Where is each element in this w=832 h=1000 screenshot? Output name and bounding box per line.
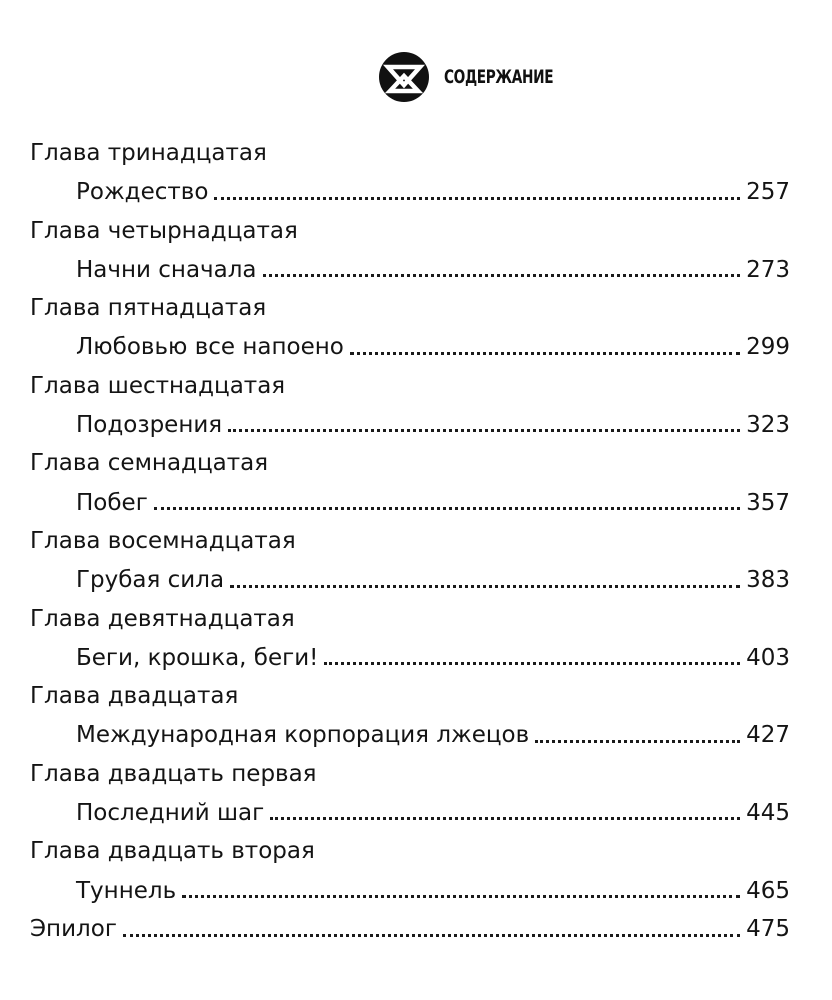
dot-leader [154,507,740,510]
dot-leader [228,429,740,432]
page-number: 475 [746,916,790,943]
dot-leader [324,662,740,665]
toc-entry [30,871,790,910]
toc-header [378,50,596,104]
page-number: 273 [746,256,790,283]
chapter-label: Глава девятнадцатая [30,605,295,632]
chapter-label: Глава тринадцатая [30,140,267,166]
dot-leader [182,895,740,898]
chapter-label: Глава шестнадцатая [30,372,286,399]
page-number: 445 [746,799,790,826]
page-number: 323 [746,411,790,438]
chapter-title: Последний шаг [76,799,265,826]
chapter-label: Глава двадцатая [30,683,239,710]
toc-entry [30,250,790,289]
page-number: 299 [746,334,790,361]
toc-entry [30,716,790,755]
chapter-title: Международная корпорация лжецов [76,722,530,749]
page-number: 383 [746,567,790,594]
dot-leader [270,817,740,820]
page-number: 403 [746,644,790,671]
page-number: 465 [746,877,790,904]
chapter-label: Глава четырнадцатая [30,217,298,244]
page-number: 257 [746,179,790,206]
dot-leader [263,274,741,277]
chapter-label: Глава двадцать вторая [30,838,315,865]
mountain-emblem-icon [378,51,430,103]
toc-entry [30,483,790,522]
dot-leader [535,740,740,743]
toc-entry [30,328,790,367]
dot-leader [350,352,740,355]
page-number: 357 [746,489,790,516]
chapter-label: Глава двадцать первая [30,760,317,787]
dot-leader [123,934,740,937]
dot-leader [230,585,740,588]
toc-entry [30,638,790,677]
toc-entry [30,173,790,212]
table-of-contents [30,134,790,949]
chapter-title: Подозрения [76,411,223,438]
chapter-title: Рождество [76,179,209,206]
toc-entry [30,561,790,600]
chapter-title: Любовью все напоено [76,334,344,361]
dot-leader [214,197,740,200]
epilogue-title: Эпилог [30,916,117,943]
chapter-title: Туннель [76,877,177,904]
chapter-label: Глава пятнадцатая [30,295,267,322]
toc-entry [30,406,790,445]
page-title: СОДЕРЖАНИЕ [444,66,554,88]
chapter-label: Глава семнадцатая [30,450,269,477]
chapter-title: Начни сначала [76,256,257,283]
chapter-label: Глава восемнадцатая [30,527,296,554]
page-number: 427 [746,722,790,749]
chapter-title: Беги, крошка, беги! [76,644,319,671]
chapter-title: Грубая сила [76,567,225,594]
chapter-title: Побег [76,489,148,516]
toc-entry [30,794,790,833]
toc-entry-epilogue [30,910,790,949]
